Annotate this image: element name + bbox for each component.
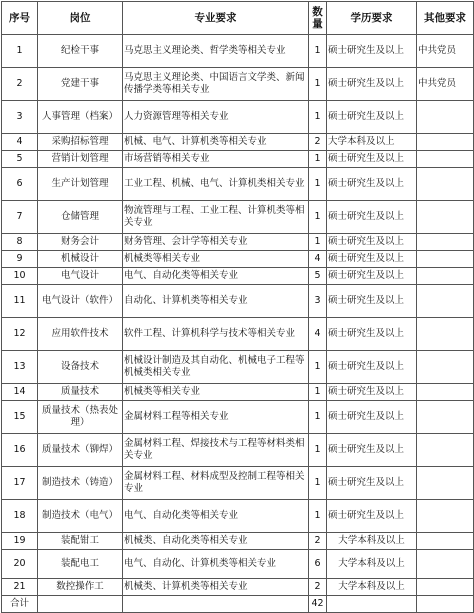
cell-no: 20 (2, 550, 38, 579)
cell-other: 中共党员 (417, 35, 474, 68)
cell-count: 1 (309, 434, 327, 467)
table-row (2, 351, 474, 384)
table-row (2, 251, 474, 268)
cell-education: 硕士研究生及以上 (327, 285, 417, 318)
cell-education: 硕士研究生及以上 (327, 467, 417, 500)
cell-other (417, 579, 474, 596)
cell-education: 硕士研究生及以上 (327, 401, 417, 434)
table-row (2, 579, 474, 596)
cell-no: 18 (2, 500, 38, 533)
table-row (2, 68, 474, 101)
table-row (2, 384, 474, 401)
cell-position: 制造技术（电气） (38, 500, 123, 533)
cell-education: 硕士研究生及以上 (327, 268, 417, 285)
cell-other (417, 434, 474, 467)
cell-major: 人力资源管理等相关专业 (123, 101, 309, 134)
cell-count: 3 (309, 285, 327, 318)
table-row (2, 318, 474, 351)
cell-no: 19 (2, 533, 38, 550)
cell-other (417, 467, 474, 500)
cell-position: 仓储管理 (38, 201, 123, 234)
cell-position: 装配钳工 (38, 533, 123, 550)
cell-position: 纪检干事 (38, 35, 123, 68)
cell-no: 12 (2, 318, 38, 351)
cell-position: 党建干事 (38, 68, 123, 101)
cell-education: 硕士研究生及以上 (327, 351, 417, 384)
cell-count: 1 (309, 234, 327, 251)
cell-education: 硕士研究生及以上 (327, 201, 417, 234)
table-row (2, 168, 474, 201)
cell-count: 1 (309, 168, 327, 201)
table-row (2, 101, 474, 134)
table-row (2, 151, 474, 168)
cell-education: 硕士研究生及以上 (327, 234, 417, 251)
cell-no: 11 (2, 285, 38, 318)
cell-other (417, 234, 474, 251)
cell-position: 生产计划管理 (38, 168, 123, 201)
cell-position: 电气设计 (38, 268, 123, 285)
cell-count: 4 (309, 318, 327, 351)
table-row (2, 550, 474, 579)
header-education: 学历要求 (327, 2, 417, 35)
cell-other (417, 533, 474, 550)
cell-no: 2 (2, 68, 38, 101)
table-row (2, 500, 474, 533)
cell-other (417, 351, 474, 384)
cell-count: 1 (309, 351, 327, 384)
cell-other (417, 268, 474, 285)
table-row (2, 134, 474, 151)
cell-major: 机械类等相关专业 (123, 251, 309, 268)
cell-other (417, 596, 474, 613)
cell-no: 3 (2, 101, 38, 134)
cell-no: 9 (2, 251, 38, 268)
cell-major: 金属材料工程、焊接技术与工程等材料类相关专业 (123, 434, 309, 467)
cell-other (417, 318, 474, 351)
cell-major: 工业工程、机械、电气、计算机类相关专业 (123, 168, 309, 201)
cell-education: 硕士研究生及以上 (327, 251, 417, 268)
cell-major: 市场营销等相关专业 (123, 151, 309, 168)
cell-other (417, 251, 474, 268)
total-count: 42 (309, 596, 327, 613)
cell-count: 1 (309, 101, 327, 134)
cell-other: 中共党员 (417, 68, 474, 101)
cell-count: 1 (309, 151, 327, 168)
cell-count: 2 (309, 134, 327, 151)
table-row (2, 401, 474, 434)
cell-no: 8 (2, 234, 38, 251)
cell-count: 4 (309, 251, 327, 268)
cell-position: 采购招标管理 (38, 134, 123, 151)
cell-major: 自动化、计算机类等相关专业 (123, 285, 309, 318)
cell-other (417, 101, 474, 134)
cell-major: 机械类、自动化类等相关专业 (123, 533, 309, 550)
cell-count: 1 (309, 467, 327, 500)
table-row (2, 467, 474, 500)
table-row (2, 35, 474, 68)
cell-position: 机械设计 (38, 251, 123, 268)
table-row (2, 234, 474, 251)
cell-other (417, 201, 474, 234)
table-row (2, 201, 474, 234)
cell-count: 1 (309, 401, 327, 434)
cell-education: 大学本科及以上 (327, 533, 417, 550)
cell-no: 4 (2, 134, 38, 151)
cell-education: 硕士研究生及以上 (327, 318, 417, 351)
cell-education (327, 596, 417, 613)
cell-major: 电气、自动化类等相关专业 (123, 500, 309, 533)
cell-other (417, 151, 474, 168)
cell-education: 硕士研究生及以上 (327, 151, 417, 168)
cell-major: 电气、自动化类等相关专业 (123, 268, 309, 285)
table-row (2, 434, 474, 467)
cell-no: 21 (2, 579, 38, 596)
cell-education: 大学本科及以上 (327, 579, 417, 596)
cell-position: 数控操作工 (38, 579, 123, 596)
cell-no: 15 (2, 401, 38, 434)
cell-position: 质量技术（热表处理） (38, 401, 123, 434)
cell-no: 1 (2, 35, 38, 68)
cell-count: 5 (309, 268, 327, 285)
cell-education: 硕士研究生及以上 (327, 384, 417, 401)
cell-other (417, 168, 474, 201)
cell-major: 软件工程、计算机科学与技术等相关专业 (123, 318, 309, 351)
cell-position: 质量技术 (38, 384, 123, 401)
cell-position: 财务会计 (38, 234, 123, 251)
table-row (2, 285, 474, 318)
table-row (2, 533, 474, 550)
cell-count: 2 (309, 579, 327, 596)
cell-no: 16 (2, 434, 38, 467)
cell-other (417, 134, 474, 151)
cell-count: 1 (309, 201, 327, 234)
header-count: 数量 (309, 2, 327, 35)
cell-other (417, 401, 474, 434)
cell-position: 设备技术 (38, 351, 123, 384)
cell-major: 机械类、计算机类等相关专业 (123, 579, 309, 596)
cell-position (38, 596, 123, 613)
cell-major: 马克思主义理论类、中国语言文学类、新闻传播学类等相关专业 (123, 68, 309, 101)
cell-major (123, 596, 309, 613)
cell-position: 质量技术（铆焊） (38, 434, 123, 467)
cell-position: 应用软件技术 (38, 318, 123, 351)
cell-position: 营销计划管理 (38, 151, 123, 168)
cell-count: 1 (309, 68, 327, 101)
cell-no: 7 (2, 201, 38, 234)
cell-other (417, 285, 474, 318)
cell-education: 硕士研究生及以上 (327, 434, 417, 467)
cell-no: 13 (2, 351, 38, 384)
cell-education: 硕士研究生及以上 (327, 35, 417, 68)
cell-no: 5 (2, 151, 38, 168)
header-row (2, 2, 474, 35)
header-position: 岗位 (38, 2, 123, 35)
cell-major: 机械设计制造及其自动化、机械电子工程等机械类相关专业 (123, 351, 309, 384)
header-major: 专业要求 (123, 2, 309, 35)
cell-count: 6 (309, 550, 327, 579)
cell-education: 大学本科及以上 (327, 134, 417, 151)
cell-no: 14 (2, 384, 38, 401)
cell-major: 金属材料工程等相关专业 (123, 401, 309, 434)
cell-major: 电气、自动化、计算机类等相关专业 (123, 550, 309, 579)
cell-education: 硕士研究生及以上 (327, 101, 417, 134)
cell-other (417, 384, 474, 401)
cell-count: 1 (309, 35, 327, 68)
total-label: 合计 (2, 596, 38, 613)
cell-no: 17 (2, 467, 38, 500)
cell-other (417, 500, 474, 533)
cell-education: 硕士研究生及以上 (327, 500, 417, 533)
cell-count: 1 (309, 384, 327, 401)
recruitment-table (1, 1, 474, 613)
header-other: 其他要求 (417, 2, 474, 35)
header-no: 序号 (2, 2, 38, 35)
cell-count: 1 (309, 500, 327, 533)
cell-position: 人事管理（档案） (38, 101, 123, 134)
cell-education: 硕士研究生及以上 (327, 168, 417, 201)
cell-major: 机械类等相关专业 (123, 384, 309, 401)
cell-education: 硕士研究生及以上 (327, 68, 417, 101)
cell-position: 制造技术（铸造） (38, 467, 123, 500)
cell-count: 2 (309, 533, 327, 550)
cell-position: 电气设计（软件） (38, 285, 123, 318)
cell-major: 金属材料工程、材料成型及控制工程等相关专业 (123, 467, 309, 500)
table-row (2, 268, 474, 285)
cell-major: 物流管理与工程、工业工程、计算机类等相关专业 (123, 201, 309, 234)
cell-major: 财务管理、会计学等相关专业 (123, 234, 309, 251)
cell-major: 机械、电气、计算机类等相关专业 (123, 134, 309, 151)
cell-no: 6 (2, 168, 38, 201)
cell-position: 装配电工 (38, 550, 123, 579)
total-row (2, 596, 474, 613)
cell-major: 马克思主义理论类、哲学类等相关专业 (123, 35, 309, 68)
cell-education: 大学本科及以上 (327, 550, 417, 579)
cell-no: 10 (2, 268, 38, 285)
cell-other (417, 550, 474, 579)
